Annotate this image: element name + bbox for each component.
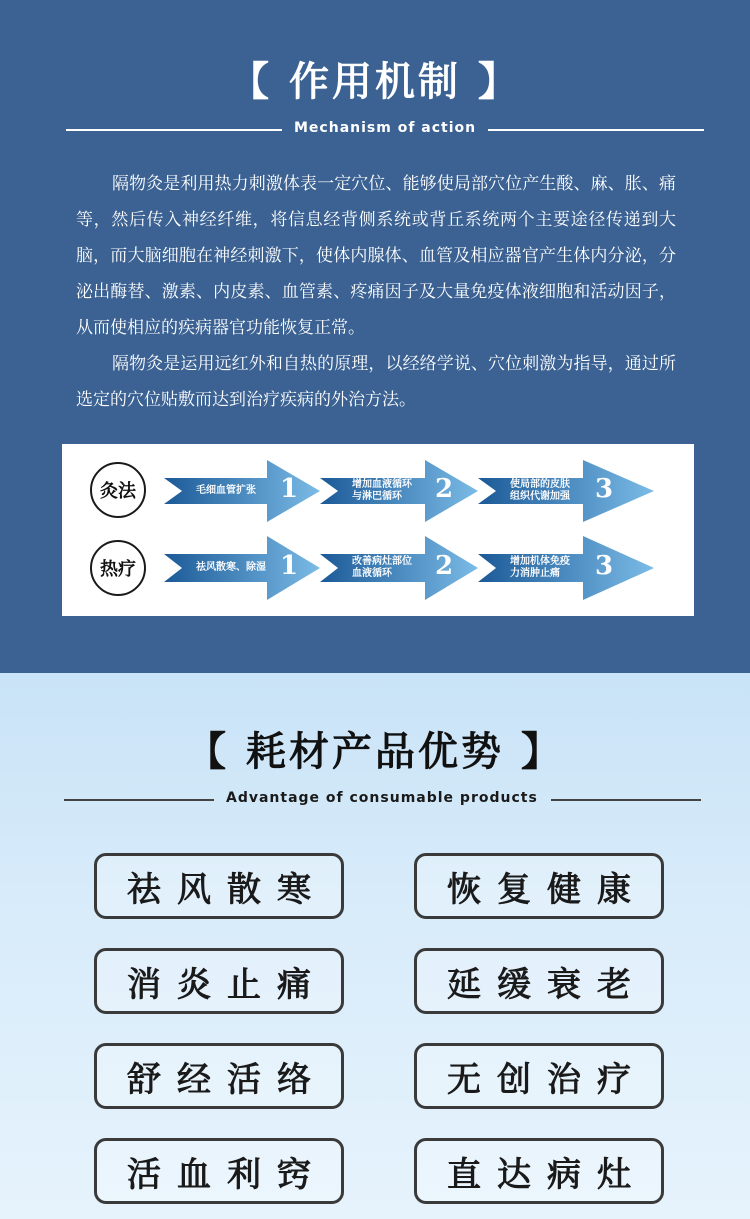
step-text: 增加血液循环 — [352, 479, 412, 490]
step-text: 毛细血管扩张 — [196, 485, 256, 496]
mechanism-paragraph-2: 隔物灸是运用远红外和自热的原理，以经络学说、穴位刺激为指导，通过所选定的穴位贴敷而达到治疗疾病的外治方法。 — [76, 354, 676, 410]
step-text: 组织代谢加强 — [510, 491, 570, 502]
step-number: 2 — [435, 474, 454, 504]
step-number: 1 — [280, 551, 299, 581]
mechanism-title: 【 作用机制 】 — [229, 59, 521, 105]
subtitle-divider-right — [488, 129, 704, 131]
subtitle-divider-right — [551, 799, 701, 801]
subtitle-divider-left — [64, 799, 214, 801]
advantages-subtitle: Advantage of consumable products — [226, 790, 538, 806]
mechanism-paragraph-1: 隔物灸是利用热力刺激体表一定穴位、能够使局部穴位产生酸、麻、胀、痛等，然后传入神经纤维，将信息经背侧系统或背丘系统两个主要途径传递到大脑，而大脑细胞在神经刺激下，使体内腺体、血管及相应器官产生体内分泌，分泌出酶替、激素、内皮素、血管素、疼痛因子及大量免疫体液细胞和活动因子，从而使相应的疾病器官功能恢复正常。 — [76, 174, 676, 338]
advantage-item: 舒经活络 — [94, 1043, 344, 1109]
subtitle-divider-left — [66, 129, 282, 131]
advantage-item: 活血利窍 — [94, 1138, 344, 1204]
advantage-item: 恢复健康 — [414, 853, 664, 919]
mechanism-subtitle: Mechanism of action — [294, 120, 477, 136]
step-text: 使局部的皮肤 — [510, 479, 570, 490]
advantages-title: 【 耗材产品优势 】 — [186, 729, 564, 775]
advantage-item: 消炎止痛 — [94, 948, 344, 1014]
advantage-item: 无创治疗 — [414, 1043, 664, 1109]
step-text: 增加机体免疫 — [510, 556, 570, 567]
step-text: 力消肿止痛 — [510, 568, 560, 579]
row-label-heat-therapy: 热疗 — [90, 540, 146, 596]
row-label-moxibustion: 灸法 — [90, 462, 146, 518]
step-number: 1 — [280, 474, 299, 504]
mechanism-diagram — [62, 444, 694, 616]
advantage-item: 祛风散寒 — [94, 853, 344, 919]
arrow-shape — [478, 536, 654, 600]
step-text: 改善病灶部位 — [352, 556, 412, 567]
advantage-item: 直达病灶 — [414, 1138, 664, 1204]
step-text: 祛风散寒、除湿 — [196, 562, 266, 573]
step-number: 3 — [595, 474, 614, 504]
step-number: 3 — [595, 551, 614, 581]
diagram-arrows — [62, 444, 694, 616]
step-text: 与淋巴循环 — [352, 491, 402, 502]
arrow-shape — [320, 536, 478, 600]
step-text: 血液循环 — [352, 568, 392, 579]
step-number: 2 — [435, 551, 454, 581]
advantage-item: 延缓衰老 — [414, 948, 664, 1014]
